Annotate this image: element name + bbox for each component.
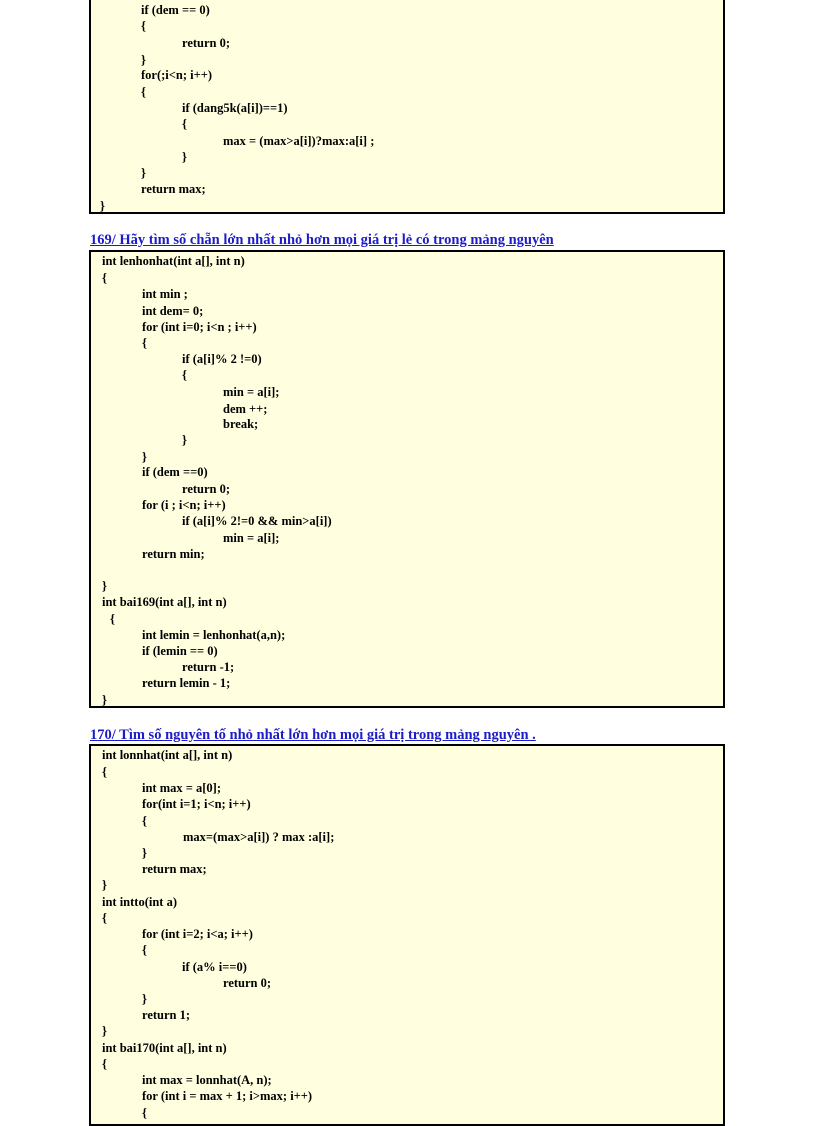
code-line: if (dem ==0) [142, 465, 208, 479]
code-line: { [142, 1106, 147, 1120]
code-line: if (a[i]% 2!=0 && min>a[i]) [182, 514, 332, 528]
code-line: { [141, 19, 146, 33]
code-line: int lonnhat(int a[], int n) [102, 748, 233, 762]
code-line: for(int i=1; i<n; i++) [142, 797, 251, 811]
code-line: int max = a[0]; [142, 781, 221, 795]
code-line: } [141, 53, 146, 67]
code-line: { [142, 336, 147, 350]
code-line: { [142, 943, 147, 957]
section-169-heading: 169/ Hãy tìm số chẵn lớn nhất nhỏ hơn mọi giá trị lẻ có trong mảng nguyên [90, 232, 554, 248]
code-line: for(;i<n; i++) [141, 68, 213, 82]
code-line: } [141, 166, 146, 180]
code-line: min = a[i]; [223, 385, 280, 399]
code-line: min = a[i]; [223, 531, 280, 545]
code-line: { [110, 612, 115, 626]
code-line: return max; [142, 862, 207, 876]
code-block-170 [89, 744, 725, 1126]
code-line: int intto(int a) [102, 895, 177, 909]
code-line: { [102, 765, 107, 779]
code-line: } [182, 433, 187, 447]
code-line: if (lemin == 0) [142, 644, 218, 658]
code-line: { [102, 271, 107, 285]
code-line: max=(max>a[i]) ? max :a[i]; [183, 830, 335, 844]
code-line: int min ; [142, 287, 188, 301]
code-line: } [102, 579, 107, 593]
code-line: } [102, 693, 107, 707]
code-line: { [142, 814, 147, 828]
code-line: return 0; [182, 36, 231, 50]
code-line: { [182, 368, 187, 382]
code-line: int bai169(int a[], int n) [102, 595, 227, 609]
code-line: int lemin = lenhonhat(a,n); [142, 628, 286, 642]
code-line: } [102, 1024, 107, 1038]
code-line: { [102, 1057, 107, 1071]
code-line: } [142, 846, 147, 860]
code-line: dem ++; [223, 402, 268, 416]
code-line: if (a% i==0) [182, 960, 247, 974]
code-line: for (i ; i<n; i++) [142, 498, 226, 512]
code-line: return -1; [182, 660, 235, 674]
code-line: int dem= 0; [142, 304, 204, 318]
code-line: if (dem == 0) [141, 3, 210, 17]
code-line: { [182, 117, 187, 131]
code-line: } [102, 878, 107, 892]
code-line: } [142, 992, 147, 1006]
code-line: int bai170(int a[], int n) [102, 1041, 227, 1055]
code-line: int max = lonnhat(A, n); [142, 1073, 272, 1087]
code-line: for (int i=2; i<a; i++) [142, 927, 253, 941]
code-line: if (a[i]% 2 !=0) [182, 352, 262, 366]
code-line: if (dang5k(a[i])==1) [182, 101, 288, 115]
code-line: } [142, 450, 147, 464]
code-line: for (int i=0; i<n ; i++) [142, 320, 257, 334]
code-line: max = (max>a[i])?max:a[i] ; [223, 134, 375, 148]
code-block-169 [89, 250, 725, 708]
code-line: break; [223, 417, 259, 431]
code-line: } [182, 150, 187, 164]
code-line: } [100, 199, 105, 213]
section-170-heading: 170/ Tìm số nguyên tố nhỏ nhất lớn hơn mọi giá trị trong mảng nguyên . [90, 727, 536, 743]
code-line: { [141, 85, 146, 99]
code-block-top [89, 0, 725, 214]
code-line: for (int i = max + 1; i>max; i++) [142, 1089, 313, 1103]
code-line: return 0; [223, 976, 272, 990]
code-line: return min; [142, 547, 205, 561]
code-line: return max; [141, 182, 206, 196]
code-line: { [102, 911, 107, 925]
code-line: return lemin - 1; [142, 676, 231, 690]
code-line: return 1; [142, 1008, 191, 1022]
code-line: return 0; [182, 482, 231, 496]
code-line: int lenhonhat(int a[], int n) [102, 254, 245, 268]
